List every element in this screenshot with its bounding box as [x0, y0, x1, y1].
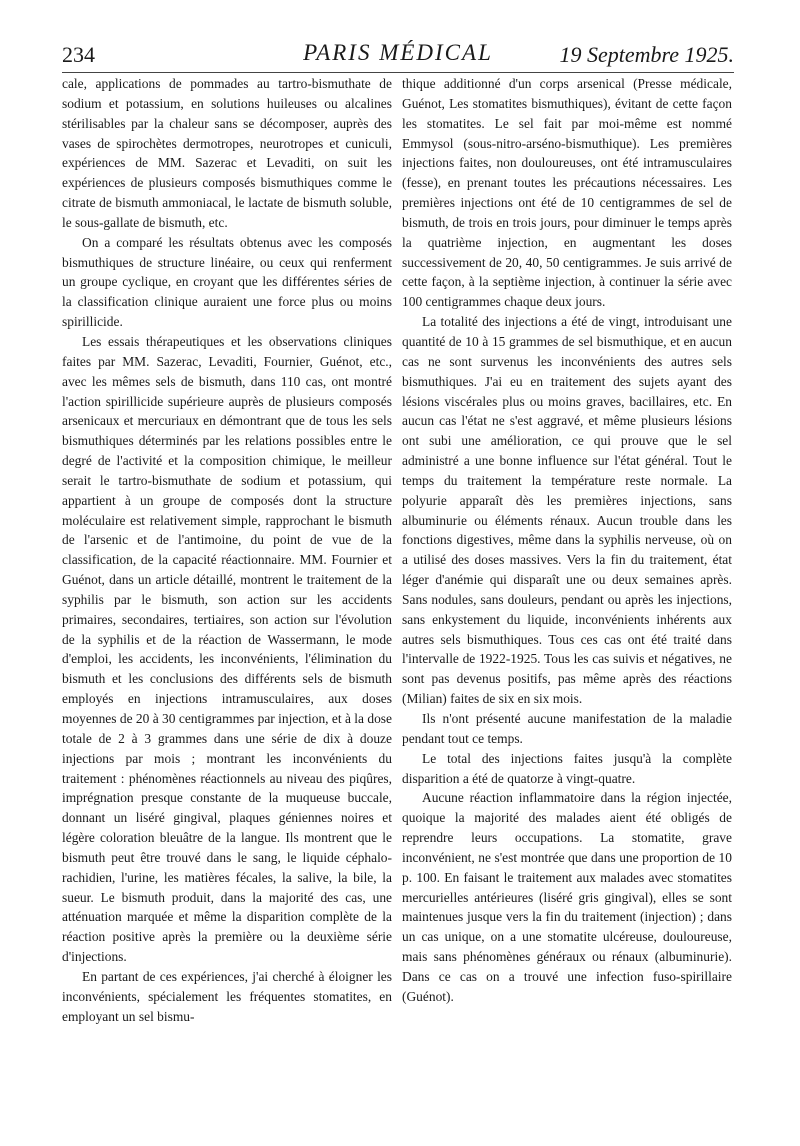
issue-date: 19 Septembre 1925. — [559, 42, 734, 67]
page-number: 234 — [62, 42, 95, 67]
right-column — [402, 74, 732, 1007]
paragraph: Le total des injections faites jusqu'à la complète disparition a été de quatorze à vingt-quatre. — [402, 750, 732, 786]
left-column — [62, 74, 392, 1027]
running-header — [62, 40, 734, 72]
journal-title: PARIS MÉDICAL — [303, 40, 493, 65]
paragraph: On a comparé les résultats obtenus avec les composés bismuthiques de structure linéaire, ou ceux qui renferment un groupe cyclique, en croyant que les différentes séries de la classification clinique auraient une force plus ou moins spirillicide. — [62, 234, 392, 330]
paragraph: thique additionné d'un corps arsenical (Presse médicale, Guénot, Les stomatites bismuthiques), évitant de cette façon les stomatites. Le sel fait par moi-même est nommé Emmysol (sous-nitro-arséno-bismuthique). Les premières injections faites, non douloureuses, ont été intramusculaires (fesse), en prenant toutes les précautions nécessaires. Les premières injections ont été de 10 centigrammes de sel de bismuth, de trois en trois jours, pour diminuer le temps après la quatrième injection, en augmentant les doses successivement de 20, 40, 50 centigrammes. Je suis arrivé de cette façon, à la septième injection, à continuer la série avec 100 centigrammes chaque deux jours. — [402, 76, 732, 310]
paragraph: En partant de ces expériences, j'ai cherché à éloigner les inconvénients, spécialement les fréquentes stomatites, en employant un sel bismu- — [62, 968, 392, 1024]
header-rule — [62, 72, 734, 73]
paragraph: La totalité des injections a été de vingt, introduisant une quantité de 10 à 15 grammes de sel bismuthique, et en aucun cas ne sont survenus les inconvénients des autres sels bismuthiques. J'ai eu en traitement des sujets ayant des lésions viscérales plus ou moins graves, bacillaires, etc. En aucun cas l'état ne s'est aggravé, et même plusieurs lésions ont subi une amélioration, ce qui prouve que le sel administré a une bonne influence sur l'état général. Tout le temps du traitement la température reste normale. La polyurie apparaît dès les premières injections, sans albuminurie ou éléments rénaux. Aucun trouble dans les fonctions digestives, même dans la syphilis nerveuse, où on a utilisé des doses massives. Vers la fin du traitement, état léger d'anémie qui disparaît une ou deux semaines après. Sans nodules, sans douleurs, pendant ou après les injections, sans enkystement du liquide, inconvénients inhérents aux autres sels bismuthiques. Tous ces cas ont été traité dans l'intervalle de 1922-1925. Tous les cas suivis et négatives, ne sont pas devenus positifs, pas même après des réactions (Milian) faites de six en six mois. — [402, 314, 732, 707]
paragraph: cale, applications de pommades au tartro-bismuthate de sodium et potassium, en solutions huileuses ou alcalines stérilisables par la chaleur sans se décomposer, auprès des vases de spirochètes dermotropes, neurotropes et cuniculi, expériences de MM. Sazerac et Levaditi, on suit les expériences de plusieurs composés bismuthiques comme le citrate de bismuth ammoniacal, le lactate de bismuth soluble, le sous-gallate de bismuth, etc. — [62, 76, 392, 230]
paragraph: Les essais thérapeutiques et les observations cliniques faites par MM. Sazerac, Levaditi, Fournier, Guénot, etc., avec les mêmes sels de bismuth, dans 110 cas, ont montré l'action spirillicide supérieure auprès de plusieurs composés arsenicaux et mercuriaux en démontrant que de tous les sels bismuthiques déterminés par les relations possibles entre le degré de l'activité et la composition chimique, le meilleur serait le tartro-bismuthate de sodium et potassium, qui appartient à un groupe de composés dont la structure moléculaire est relativement simple, rapprochant le bismuth de l'arsenic et de l'antimoine, du point de vue de la classification, de la capacité réactionnaire. MM. Fournier et Guénot, dans un article détaillé, montrent le traitement de la syphilis par le bismuth, son action sur les accidents primaires, secondaires, tertiaires, son action sur l'évolution de la syphilis et de la réaction de Wassermann, le mode d'emploi, les accidents, les inconvénients, l'élimination du bismuth et les conclusions des différents sels de bismuth employés en injections intramusculaires, aux doses moyennes de 20 à 30 centigrammes par injection, et à la dose totale de 2 à 3 grammes dans une série de dix à douze injections par mois ; montrant les inconvénients du traitement : phénomènes réactionnels au niveau des piqûres, imprégnation presque constante de la muqueuse buccale, donnant un liséré gingival, plaques géniennes noires et légère coloration bleuâtre de la langue. Ils montrent que le bismuth peut être trouvé dans le sang, le liquide céphalo-rachidien, l'urine, les matières fécales, la salive, la bile, la sueur. Le bismuth produit, dans la majorité des cas, une atténuation marquée et même la disparition complète de la réaction positive après la première ou la deuxième série d'injections. — [62, 333, 392, 965]
paragraph: Ils n'ont présenté aucune manifestation de la maladie pendant tout ce temps. — [402, 711, 732, 746]
paragraph: Aucune réaction inflammatoire dans la région injectée, quoique la majorité des malades aient été obligés de reprendre leurs occupations. La stomatite, grave inconvénient, ne s'est montrée que dans une proportion de 10 p. 100. En faisant le traitement aux malades avec stomatites mercurielles antérieures (liséré gris gingival), elles se sont maintenues jusque vers la fin du traitement (injection) ; dans un cas unique, on a une stomatite ulcéreuse, douloureuse, mais sans phénomènes généraux ou rénaux (albuminurie). Dans ce cas on a trouvé une infection fuso-spirillaire (Guénot). — [402, 790, 732, 1004]
